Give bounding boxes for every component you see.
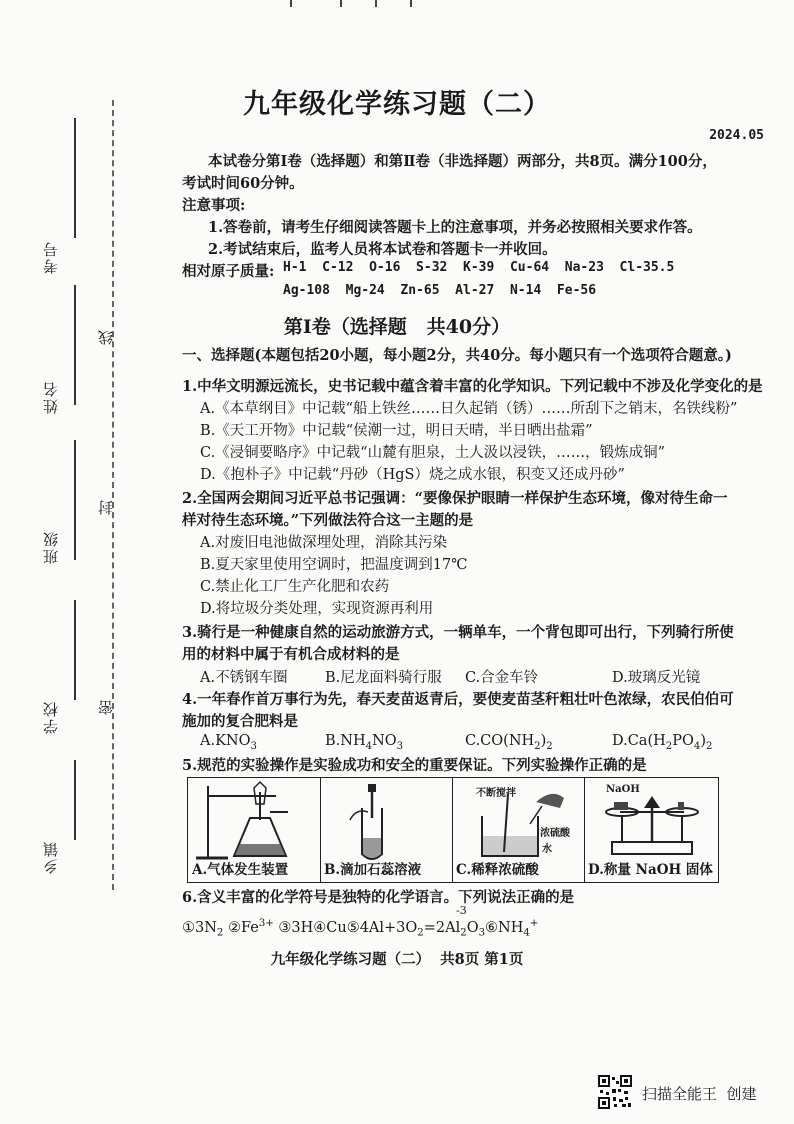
q2-option-d: D.将垃圾分类处理，实现资源再利用 xyxy=(200,601,434,617)
q5-stem: 5.规范的实验操作是实验成功和安全的重要保证。下列实验操作正确的是 xyxy=(182,757,647,774)
q2-stem-1: 2.全国两会期间习近平总书记强调：“要像保护眼睛一样保护生态环境，像对待生命一 xyxy=(182,490,728,507)
q5-caption-a: A.气体发生装置 xyxy=(192,862,289,878)
q3-option-d: D.玻璃反光镜 xyxy=(612,670,701,686)
dropper-test-tube-figure xyxy=(320,778,452,862)
q5-caption-b: B.滴加石蕊溶液 xyxy=(324,862,422,878)
notes-title: 注意事项: xyxy=(182,197,246,214)
q4-option-a: $A.KNO_3$ xyxy=(200,733,257,752)
exam-date: 2024.05 xyxy=(709,128,764,143)
note-1: 1.答卷前，请考生仔细阅读答题卡上的注意事项，并务必按照相关要求作答。 xyxy=(208,219,702,236)
margin-label-town: 乡镇 xyxy=(42,840,60,874)
top-edge-marks xyxy=(280,0,440,8)
q3-option-b: B.尼龙面料骑行服 xyxy=(325,670,442,686)
q4-option-c: $C.CO(NH_2)_2$ xyxy=(465,733,553,752)
margin-line-name xyxy=(74,285,76,405)
seal-mark-seal: 封 xyxy=(97,500,115,515)
q3-option-c: C.合金车铃 xyxy=(465,670,539,686)
margin-line-class xyxy=(74,440,76,560)
q5-caption-d: D.称量 NaOH 固体 xyxy=(588,862,713,878)
fig-c-label-acid: 浓硫酸 xyxy=(540,828,570,839)
margin-label-class: 班级 xyxy=(42,530,60,564)
seal-mark-line: 线 xyxy=(97,330,115,345)
exam-title: 九年级化学练习题（二） xyxy=(243,89,551,120)
intro-line-2: 考试时间60分钟。 xyxy=(182,175,304,192)
q1-option-a: A.《本草纲目》中记载“船上铁丝……日久起销（锈）……所刮下之销末，名铁线粉” xyxy=(200,401,738,417)
q3-stem-2: 用的材料中属于有机合成材料的是 xyxy=(182,646,400,663)
q2-option-a: A.对废旧电池做深埋处理，消除其污染 xyxy=(200,535,448,551)
seal-mark-secret: 密 xyxy=(97,700,115,715)
part1-instruction: 一、选择题(本题包括20小题，每小题2分，共40分。每小题只有一个选项符合题意。) xyxy=(182,347,732,364)
part1-heading: 第Ⅰ卷（选择题 共40分） xyxy=(283,316,511,338)
balance-figure xyxy=(584,778,718,862)
q1-option-d: D.《抱朴子》中记载“丹砂（HgS）烧之成水银，积变又还成丹砂” xyxy=(200,467,625,483)
margin-label-exam-number: 考号 xyxy=(42,240,60,274)
fig-d-label-naoh: NaOH xyxy=(606,784,640,795)
scanner-brand: 扫描全能王 创建 xyxy=(642,1085,757,1103)
q2-stem-2: 样对待生态环境。”下列做法符合这一主题的是 xyxy=(182,512,474,529)
q4-option-d: $D.Ca(H_2PO_4)_2$ xyxy=(612,733,713,752)
q3-option-a: A.不锈钢车圈 xyxy=(200,670,288,686)
note-2: 2.考试结束后，监考人员将本试卷和答题卡一并收回。 xyxy=(208,241,557,258)
q4-option-b: $B.NH_4NO_3$ xyxy=(325,733,404,752)
margin-label-school: 学校 xyxy=(42,700,60,734)
q1-option-b: B.《天工开物》中记载“侯潮一过，明日天晴，半日晒出盐霜” xyxy=(200,423,593,439)
q4-stem-1: 4.一年春作首万事行为先，春天麦苗返青后，要使麦苗茎秆粗壮叶色浓绿，农民伯伯可 xyxy=(182,691,734,708)
q5-experiment-table xyxy=(187,777,719,883)
dilute-acid-figure xyxy=(452,778,584,862)
intro-line-1: 本试卷分第Ⅰ卷（选择题）和第Ⅱ卷（非选择题）两部分，共8页。满分100分， xyxy=(208,153,717,170)
atomic-mass-row-2: Ag-108 Mg-24 Zn-65 Al-27 N-14 Fe-56 xyxy=(283,283,597,298)
atomic-mass-label: 相对原子质量: xyxy=(182,263,275,280)
q6-charge-note: -3 xyxy=(456,904,467,917)
margin-line-exam-number xyxy=(74,118,76,238)
q6-symbols: $①3N_2$ $②Fe^{3+}$ $③3H④Cu⑤4Al+3O_2=2Al_2O_3⑥NH_4^+$ xyxy=(182,918,539,939)
q1-stem: 1.中华文明源远流长，史书记载中蕴含着丰富的化学知识。下列记载中不涉及化学变化的是 xyxy=(182,378,763,395)
q2-option-b: B.夏天家里使用空调时，把温度调到17℃ xyxy=(200,557,468,573)
atomic-mass-row-1: H-1 C-12 O-16 S-32 K-39 Cu-64 Na-23 Cl-35.5 xyxy=(283,260,675,275)
gas-generator-figure xyxy=(188,778,320,862)
seal-dashed-line xyxy=(112,100,114,890)
q4-stem-2: 施加的复合肥料是 xyxy=(182,713,298,730)
fig-c-label-stir: 不断搅拌 xyxy=(476,788,516,799)
fig-c-label-water: 水 xyxy=(542,844,552,855)
q5-caption-c: C.稀释浓硫酸 xyxy=(456,862,539,878)
q5-cell-a xyxy=(188,778,321,882)
q1-option-c: C.《浸铜要略序》中记载“山麓有胆泉，土人汲以浸铁，……，锻炼成铜” xyxy=(200,445,666,461)
page-footer: 九年级化学练习题（二） 共8页 第1页 xyxy=(270,951,524,968)
q6-stem: 6.含义丰富的化学符号是独特的化学语言。下列说法正确的是 xyxy=(182,889,575,906)
qr-code-icon xyxy=(598,1075,632,1109)
margin-label-name: 姓名 xyxy=(42,380,60,414)
q3-stem-1: 3.骑行是一种健康自然的运动旅游方式，一辆单车，一个背包即可出行，下列骑行所使 xyxy=(182,624,734,641)
q5-cell-c xyxy=(452,778,585,882)
q5-cell-b xyxy=(320,778,453,882)
q2-option-c: C.禁止化工厂生产化肥和农药 xyxy=(200,579,390,595)
margin-line-town xyxy=(74,760,76,840)
margin-line-school xyxy=(74,600,76,700)
q5-cell-d xyxy=(584,778,718,882)
